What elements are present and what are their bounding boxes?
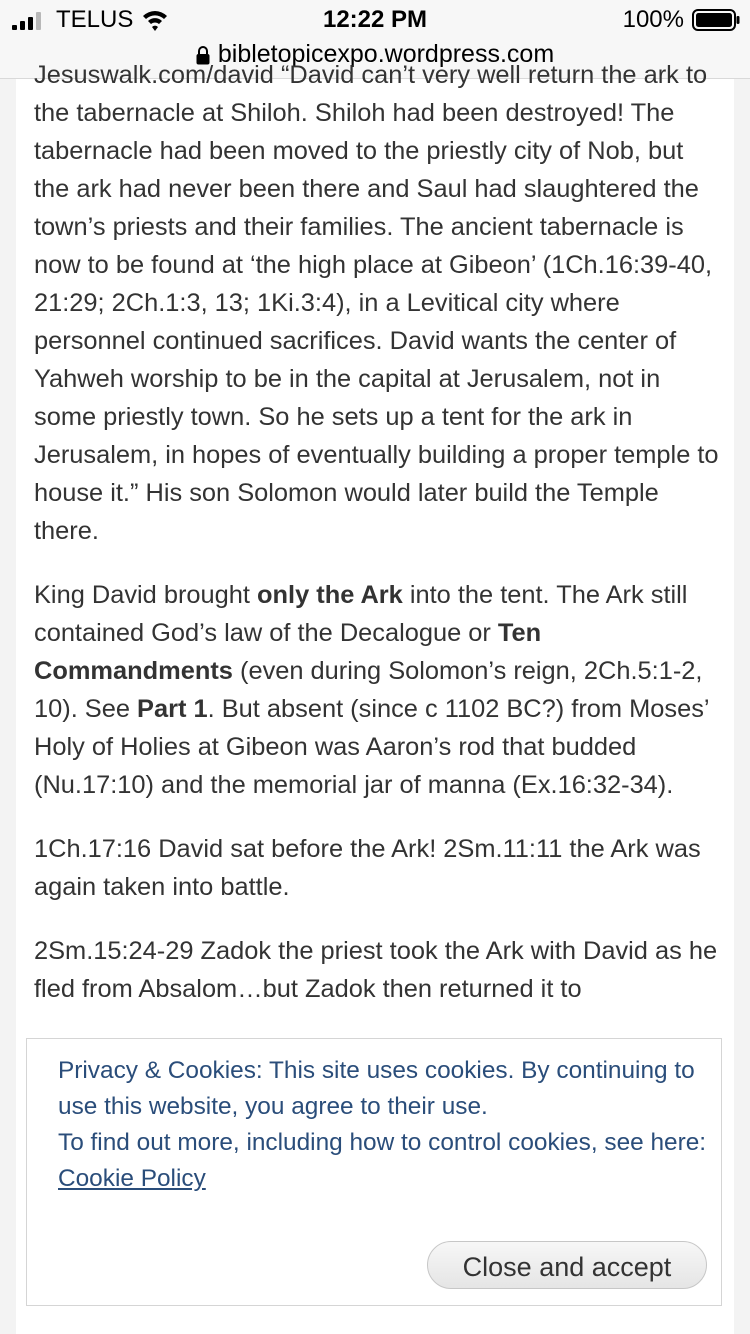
- battery-icon: [692, 9, 740, 31]
- close-and-accept-button[interactable]: Close and accept: [427, 1241, 707, 1289]
- paragraph-top-line: Jesuswalk.com/david “David can’t very well return the ark: [34, 61, 679, 89]
- paragraph-2sm-15: 2Sm.15:24-29 Zadok the priest took the Ark with David as he fled from Absalom…but Zadok then returned it to: [34, 937, 718, 1003]
- cookie-notice: Privacy & Cookies: This site uses cookies. By continuing to use this website, you agree to their use.: [58, 1057, 695, 1120]
- bold-ten-commandments: Ten Commandments: [34, 619, 542, 685]
- paragraph-ark-tent: [34, 576, 720, 804]
- clock: 12:22 PM: [322, 6, 428, 33]
- paragraph-1ch-17-16: 1Ch.17:16 David sat before the Ark! 2Sm.11:11 the Ark was again taken into battle.: [34, 835, 701, 901]
- cookie-banner: [26, 1038, 722, 1306]
- cookie-text: [58, 1053, 718, 1197]
- text-run: (even during Solomon’s reign, 2Ch.5:1-2, 10). See: [34, 657, 703, 723]
- bold-only-the-ark: only the Ark: [257, 581, 403, 609]
- battery-percent: 100%: [622, 6, 684, 33]
- paragraph-tabernacle: [34, 56, 720, 550]
- paragraph-text: to the tabernacle at Shiloh. Shiloh had been destroyed! The tabernacle had been moved to the priestly city of Nob, but the ark had never been there and Saul had slaughtered the town’s priests and their families. The ancient tabernacle is now to be found at ‘the high place at Gibeon’ (1Ch.16:39-40, 21:29; 2Ch.1:3, 13; 1Ki.3:4), in a Levitical city where personnel continued sacrifices. David wants the center of Yahweh worship to be in the capital at Jerusalem, not in some priestly town. So he sets up a tent for the ark in Jerusalem, in hopes of eventually building a proper temple to house it.” His son Solomon would later build the Temple there.: [34, 61, 719, 545]
- url-domain: bibletopicexpo.wordpress.com: [217, 40, 555, 68]
- text-run: King David brought: [34, 581, 258, 609]
- text-run: . But absent (since c 1102 BC?) from Moses’ Holy of Holies at Gibeon was Aaron’s rod that budded (Nu.17:10) and the memorial jar of manna (Ex.16:32-34).: [34, 695, 709, 799]
- status-bar: [0, 0, 750, 40]
- bold-part-1: Part 1: [137, 695, 208, 723]
- carrier-name: TELUS: [56, 6, 134, 33]
- cookie-more-info: To find out more, including how to control cookies, see here:: [58, 1129, 707, 1156]
- text-run: into the tent. The Ark still contained God’s law of the Decalogue or: [34, 581, 688, 647]
- article-body: [34, 56, 720, 1034]
- cookie-policy-link[interactable]: Cookie Policy: [58, 1165, 206, 1192]
